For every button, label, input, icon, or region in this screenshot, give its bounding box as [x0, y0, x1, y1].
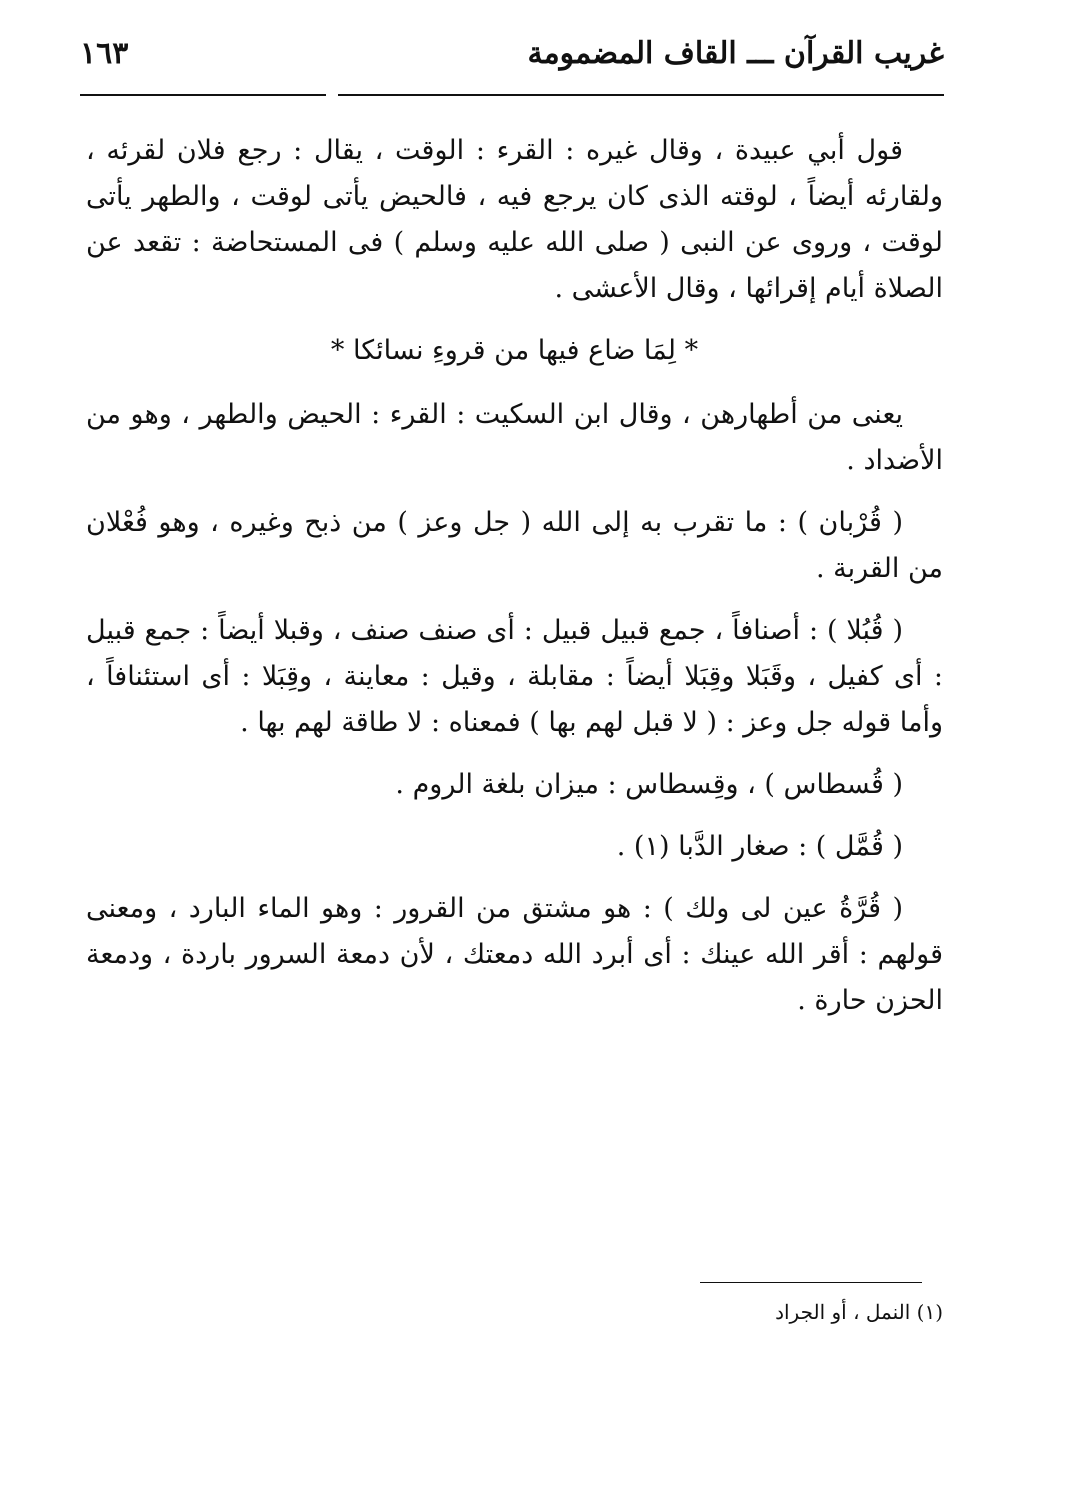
entry-qubulan: ( قُبُلا ) : أصنافاً ، جمع قبيل قبيل : أى صنف صنف ، وقبلا أيضاً : جمع قبيل : أى كفيل ، وقَبَلا وقِبَلا أيضاً : مقابلة ، وقيل : معاينة ، وقِبَلا : أى استئنافاً ، وأما قوله جل وعز : ( لا قبل لهم بها ) فمعناه : لا طاقة لهم بها . [86, 615, 943, 738]
header-rule-left [80, 94, 326, 96]
footnote-rule [700, 1282, 922, 1283]
entry-qummal: ( قُمَّل ) : صغار الدَّبا (١) . [616, 831, 903, 862]
entry-qistas: ( قُسطاس ) ، وقِسطاس : ميزان بلغة الروم . [395, 769, 903, 800]
header-rule-right [338, 94, 944, 96]
verse-al-asha: * لِمَا ضاع فيها من قروءِ نسائكا * [330, 335, 699, 366]
header-title: غريب القرآن ـــ القاف المضمومة [527, 36, 944, 71]
paragraph-qur-definition: قول أبي عبيدة ، وقال غيره : القرء : الوقت ، يقال : رجع فلان لقرئه ، ولقارئه أيضاً ، لوقته الذى كان يرجع فيه ، فالحيض يأتى لوقت ، والطهر يأتى لوقت ، وروى عن النبى ( صلى الله عليه وسلم ) فى المستحاضة : تقعد عن الصلاة أيام إقرائها ، وقال الأعشى . [86, 135, 943, 304]
entry-qurban: ( قُرْبان ) : ما تقرب به إلى الله ( جل وعز ) من ذبح وغيره ، وهو فُعْلان من القربة . [86, 507, 943, 584]
page-number: ١٦٣ [80, 36, 129, 71]
footnote: (١) النمل ، أو الجراد [775, 1300, 943, 1324]
body-text [86, 128, 943, 1040]
entry-qurrat-ayn: ( قُرَّةُ عين لى ولك ) : هو مشتق من القرور : وهو الماء البارد ، ومعنى قولهم : أقر الله عينك : أى أبرد الله دمعتك ، لأن دمعة السرور باردة ، ودمعة الحزن حارة . [86, 893, 943, 1016]
running-header [80, 36, 944, 71]
paragraph-ibn-sikkit: يعنى من أطهارهن ، وقال ابن السكيت : القرء : الحيض والطهر ، وهو من الأضداد . [86, 399, 943, 476]
